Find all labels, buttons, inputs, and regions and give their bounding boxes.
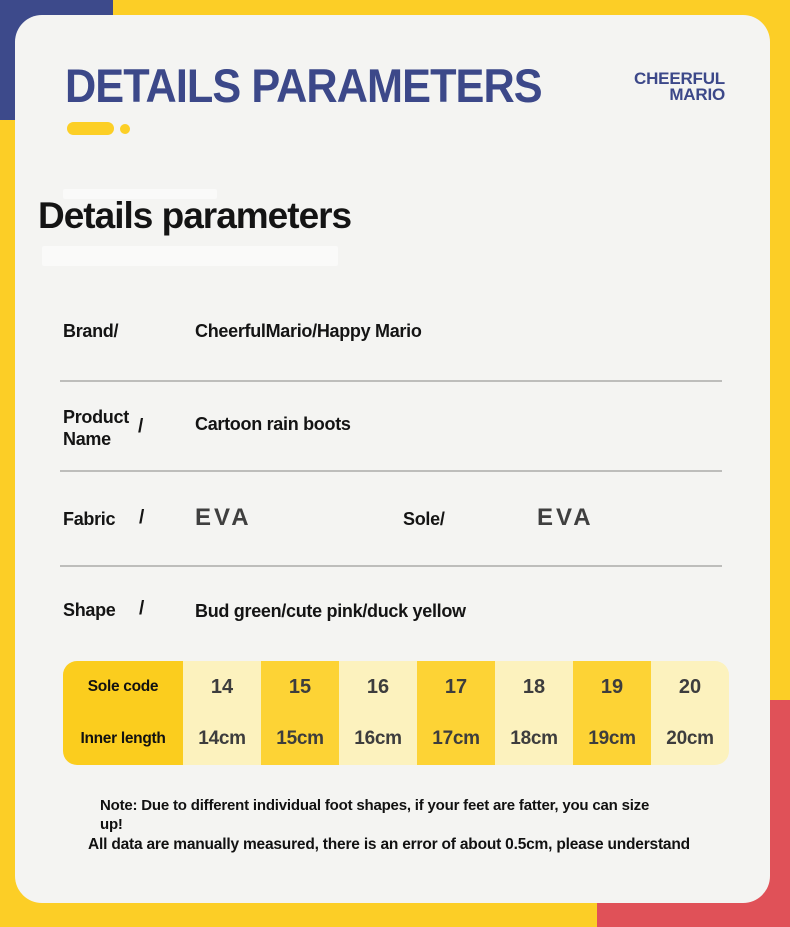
product-name-label-line2: Name bbox=[63, 429, 111, 449]
brand-logo bbox=[545, 71, 725, 103]
sole-code-cell: 17 bbox=[444, 675, 468, 698]
size-column-18 bbox=[495, 661, 573, 765]
shape-value: Bud green/cute pink/duck yellow bbox=[195, 601, 466, 621]
inner-length-cell: 15cm bbox=[276, 728, 324, 749]
fabric-label: Fabric bbox=[63, 509, 116, 529]
size-column-19 bbox=[573, 661, 651, 765]
details-card bbox=[15, 15, 770, 903]
brand-logo-line2: MARIO bbox=[669, 85, 725, 104]
size-column-20 bbox=[651, 661, 729, 765]
sole-code-cell: 20 bbox=[678, 675, 702, 698]
inner-length-cell: 18cm bbox=[510, 728, 558, 749]
title-underline-dot bbox=[120, 124, 130, 134]
inner-length-cell: 17cm bbox=[432, 728, 480, 749]
fabric-slash: / bbox=[139, 507, 145, 528]
size-column-16 bbox=[339, 661, 417, 765]
note-measurement: All data are manually measured, there is an error of about 0.5cm, please understand bbox=[88, 836, 690, 853]
sole-label: Sole/ bbox=[403, 509, 445, 529]
size-column-15 bbox=[261, 661, 339, 765]
divider bbox=[60, 380, 722, 382]
inner-length-cell: 20cm bbox=[666, 728, 714, 749]
shape-label: Shape bbox=[63, 600, 116, 620]
fabric-value: EVA bbox=[195, 504, 252, 531]
title-underline-dash bbox=[67, 122, 114, 135]
page-title: DETAILS PARAMETERS bbox=[65, 59, 542, 112]
inner-length-row-label: Inner length bbox=[80, 730, 166, 747]
sole-code-cell: 15 bbox=[288, 675, 312, 698]
brand-value: CheerfulMario/Happy Mario bbox=[195, 321, 422, 341]
note-sizing: Note: Due to different individual foot shapes, if your feet are fatter, you can size up! bbox=[100, 797, 650, 833]
sole-code-cell: 14 bbox=[210, 675, 234, 698]
divider bbox=[60, 470, 722, 472]
product-name-slash: / bbox=[138, 416, 144, 437]
section-heading: Details parameters bbox=[38, 195, 352, 236]
product-name-label bbox=[63, 406, 129, 450]
size-table bbox=[63, 661, 729, 765]
brand-logo-line1: CHEERFUL bbox=[634, 69, 725, 88]
shape-slash: / bbox=[139, 598, 145, 619]
inner-length-cell: 14cm bbox=[198, 728, 246, 749]
product-name-value: Cartoon rain boots bbox=[195, 414, 351, 434]
inner-length-cell: 16cm bbox=[354, 728, 402, 749]
sole-code-cell: 16 bbox=[366, 675, 390, 698]
divider bbox=[60, 565, 722, 567]
sole-code-cell: 18 bbox=[522, 675, 546, 698]
sole-code-row-label: Sole code bbox=[87, 678, 159, 695]
brand-label: Brand/ bbox=[63, 321, 119, 341]
size-column-17 bbox=[417, 661, 495, 765]
product-name-label-line1: Product bbox=[63, 407, 129, 427]
sole-code-cell: 19 bbox=[600, 675, 624, 698]
size-column-14 bbox=[183, 661, 261, 765]
size-table-label-column bbox=[63, 661, 183, 765]
sole-value: EVA bbox=[537, 504, 594, 531]
translation-ghost-box-bottom bbox=[42, 246, 338, 266]
inner-length-cell: 19cm bbox=[588, 728, 636, 749]
